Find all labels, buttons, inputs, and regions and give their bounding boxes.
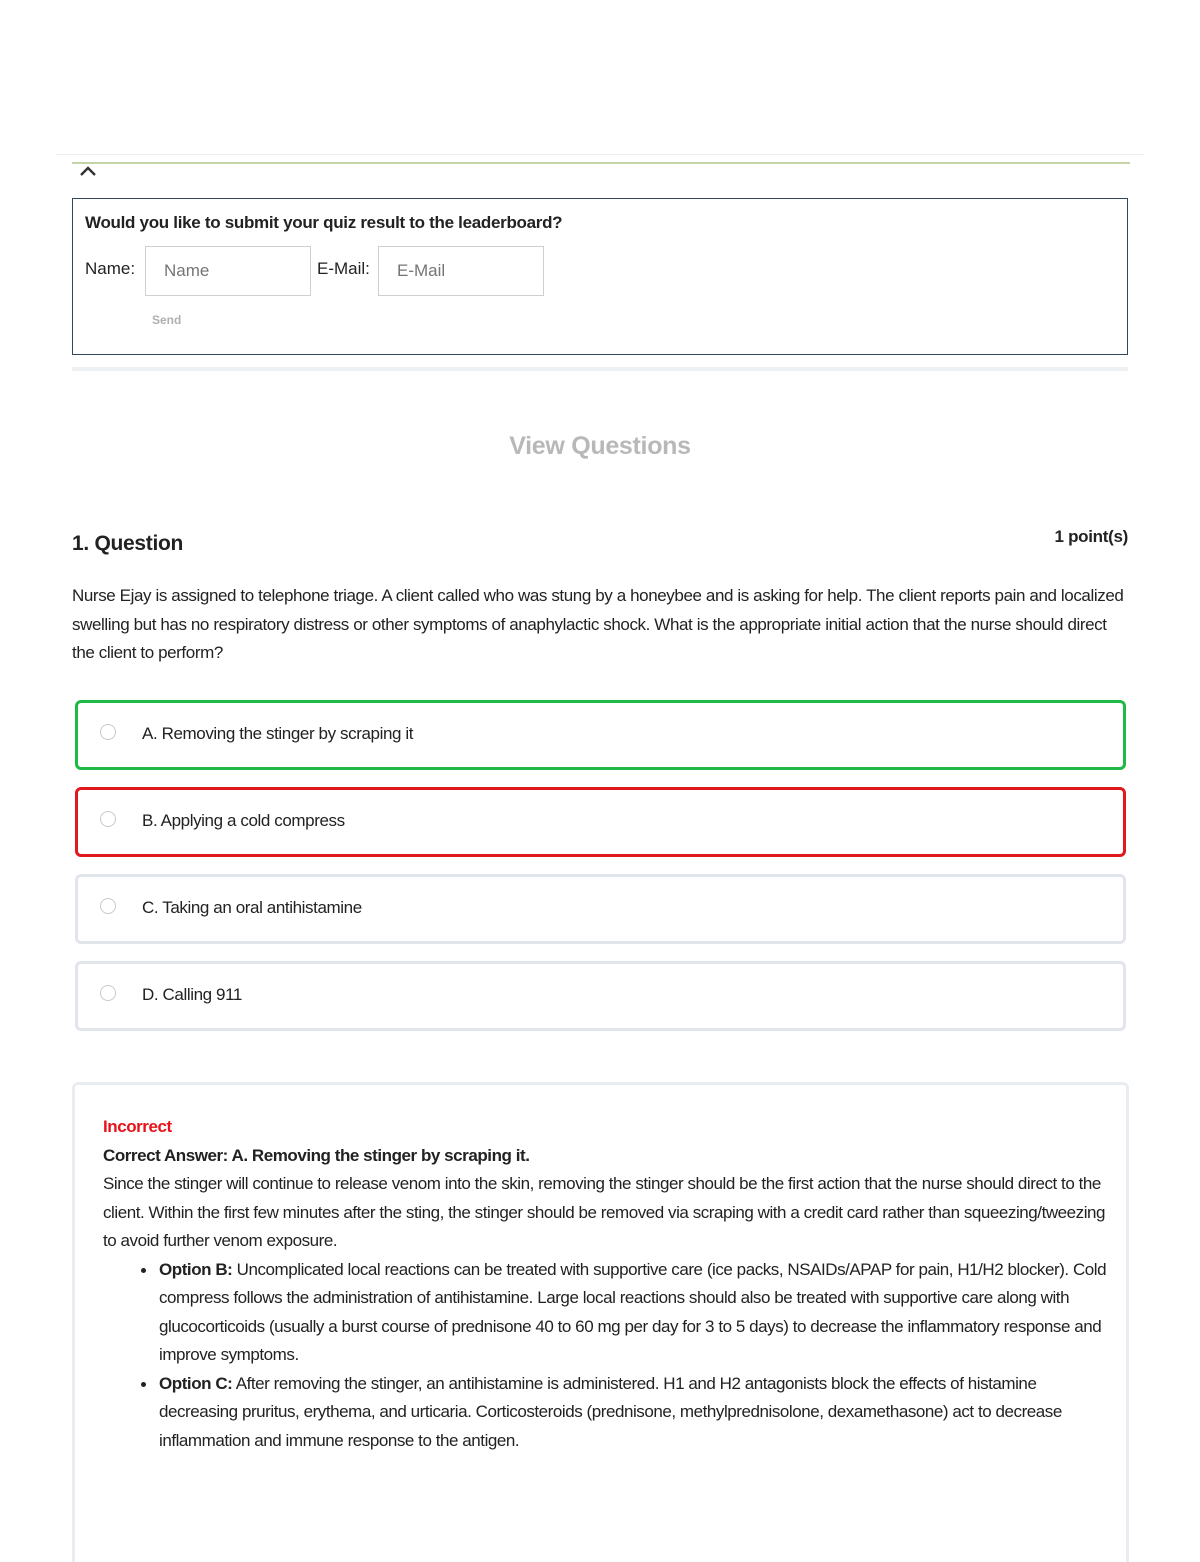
- chevron-up-icon[interactable]: [78, 164, 98, 182]
- question-points: 1 point(s): [1054, 527, 1128, 546]
- name-input[interactable]: [145, 246, 311, 296]
- option-text: After removing the stinger, an antihistamine is administered. H1 and H2 antagonists block the effects of histamine decreasing pruritus, erythema, and urticaria. Corticosteroids (prednisone, methylprednisolone, dexamethasone) act to decrease inflammation and immune response to the antigen.: [159, 1373, 1062, 1450]
- option-text: Uncomplicated local reactions can be treated with supportive care (ice packs, NSAIDs/APAP for pain, H1/H2 blocker). Cold compress follows the administration of antihistamine. Large local reactions should also be treated with supportive care along with glucocorticoids (usually a burst course of prednisone 40 to 60 mg per day for 3 to 5 days) to decrease the inflammatory response and improve symptoms.: [159, 1259, 1107, 1364]
- correct-answer-line: Correct Answer: A. Removing the stinger by scraping it.: [103, 1145, 530, 1165]
- option-notes-list: [103, 1256, 1108, 1456]
- progress-accent-line: [72, 162, 1130, 164]
- results-top-divider: [56, 154, 1144, 165]
- radio-icon[interactable]: [100, 898, 116, 914]
- list-item: [159, 1256, 1108, 1370]
- email-input[interactable]: [378, 246, 544, 296]
- option-name: Option B:: [159, 1259, 233, 1279]
- leaderboard-prompt: Would you like to submit your quiz result to the leaderboard?: [85, 213, 563, 232]
- answer-option-a[interactable]: [75, 700, 1126, 770]
- answer-label: C. Taking an oral antihistamine: [142, 898, 362, 917]
- name-label: Name:: [85, 259, 136, 278]
- question-heading: 1. Question: [72, 532, 184, 555]
- answer-label: B. Applying a cold compress: [142, 811, 345, 830]
- send-button[interactable]: Send: [152, 313, 182, 327]
- list-item: [159, 1370, 1108, 1456]
- explanation-body: Since the stinger will continue to release venom into the skin, removing the stinger should be the first action that the nurse should direct to the client. Within the first few minutes after the sting, the stinger should be removed via scraping with a credit card rather than squeezing/tweezing to avoid further venom exposure.: [103, 1174, 1106, 1250]
- answer-option-d[interactable]: [75, 961, 1126, 1031]
- answer-label: A. Removing the stinger by scraping it: [142, 724, 414, 743]
- radio-icon[interactable]: [100, 811, 116, 827]
- leaderboard-form: [72, 198, 1128, 355]
- view-questions-button[interactable]: View Questions: [509, 432, 691, 460]
- result-status: Incorrect: [103, 1117, 172, 1136]
- radio-icon[interactable]: [100, 724, 116, 740]
- radio-icon[interactable]: [100, 985, 116, 1001]
- answer-option-c[interactable]: [75, 874, 1126, 944]
- option-name: Option C:: [159, 1373, 233, 1393]
- answer-explanation: [72, 1082, 1129, 1562]
- email-label: E-Mail:: [317, 259, 370, 278]
- question-text: Nurse Ejay is assigned to telephone triage. A client called who was stung by a honeybee and is asking for help. The client reports pain and localized swelling but has no respiratory distress or other symptoms of anaphylactic shock. What is the appropriate initial action that the nurse should direct the client to perform?: [72, 586, 1124, 662]
- section-divider: [72, 367, 1128, 371]
- answer-option-b[interactable]: [75, 787, 1126, 857]
- answer-label: D. Calling 911: [142, 985, 242, 1004]
